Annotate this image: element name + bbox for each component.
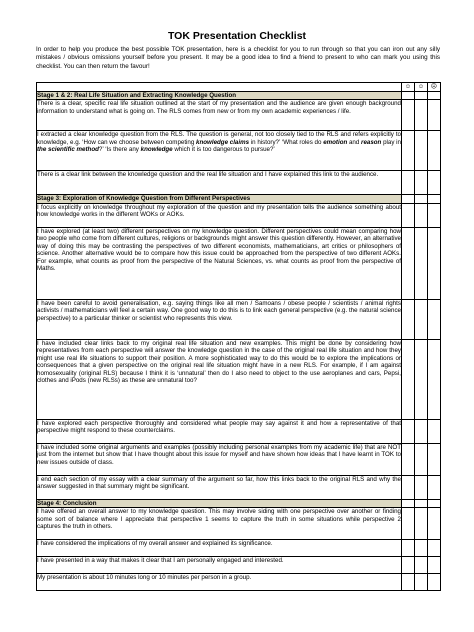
rating-box[interactable] bbox=[415, 508, 428, 540]
section-heading-stage-1-2: Stage 1 & 2: Real Life Situation and Extracting Knowledge Question bbox=[37, 91, 402, 100]
rating-box[interactable] bbox=[428, 475, 441, 499]
rating-box[interactable] bbox=[428, 203, 441, 227]
neutral-face-icon: ☺ bbox=[415, 83, 428, 92]
checklist-item: I end each section of my essay with a clear summary of the argument so far, how this links back to the original RLS and why the answer suggested in that summary might be significant. bbox=[37, 475, 402, 499]
checklist-item: I have presented in a way that makes it clear that I am personally engaged and interested. bbox=[37, 557, 402, 574]
rating-box[interactable] bbox=[428, 574, 441, 591]
rating-box[interactable] bbox=[415, 100, 428, 131]
rating-box[interactable] bbox=[402, 227, 415, 299]
rating-box[interactable] bbox=[402, 131, 415, 171]
rating-box[interactable] bbox=[428, 419, 441, 443]
rating-box[interactable] bbox=[428, 299, 441, 339]
checklist-row bbox=[37, 574, 441, 591]
checklist-row bbox=[37, 475, 441, 499]
checklist-item bbox=[37, 131, 402, 171]
checklist-item: There is a clear, specific real life situation outlined at the start of my presentation and the audience are given enough background information to understand what is going on. The RLS comes from new or from my own academic experiences / life. bbox=[37, 100, 402, 131]
checklist-row bbox=[37, 100, 441, 131]
rating-box[interactable] bbox=[415, 339, 428, 419]
rating-box[interactable] bbox=[402, 203, 415, 227]
rating-box[interactable] bbox=[415, 557, 428, 574]
rating-box[interactable] bbox=[402, 540, 415, 557]
header-row bbox=[37, 83, 441, 92]
section-box bbox=[428, 499, 441, 508]
checklist-item: I have been careful to avoid generalisation, e.g. saying things like all men / Samoans / obese people / scientists / animal rights activists / mathematicians will feel a certain way. One good way to do this is to link each general perspective (e.g. the natural science perspective) to a particular thinker or scientist who represents this view. bbox=[37, 299, 402, 339]
checklist-item: I have explored (at least two) different perspectives on my knowledge question. Different perspectives could mean comparing how two people who come from different cultures, religions or backgrounds might answer this question differently. However, an alternative way of doing this may be contrasting the perspectives of two different economists, mathematicians, art critics or philosophers of science. Another alternative would be to compare how this issue could be approached from the perspective of two different AOKs. For example, what counts as proof from the perspective of the Natural Sciences, vs. what counts as proof from the perspective of Maths. bbox=[37, 227, 402, 299]
checklist-item: There is a clear link between the knowledge question and the real life situation and I have explained this link to the audience. bbox=[37, 171, 402, 195]
section-box bbox=[428, 91, 441, 100]
checklist-row bbox=[37, 443, 441, 475]
rating-box[interactable] bbox=[428, 508, 441, 540]
item-text-part: ?’ ‘Is there any bbox=[98, 146, 141, 153]
checklist-item: My presentation is about 10 minutes long or 10 minutes per person in a group. bbox=[37, 574, 402, 591]
happy-face-icon: ☺ bbox=[402, 83, 415, 92]
section-heading-row bbox=[37, 195, 441, 204]
item-emphasis: the scientific method bbox=[37, 146, 99, 153]
rating-box[interactable] bbox=[428, 540, 441, 557]
rating-box[interactable] bbox=[415, 227, 428, 299]
checklist-row bbox=[37, 419, 441, 443]
section-box bbox=[402, 195, 415, 204]
checklist-item: I have included some original arguments and examples (possibly including personal examples from my academic life) that are NOT just from the internet but show that I have thought about this issue for myself and have shown how ideas that I have learnt in TOK to new issues outside of class. bbox=[37, 443, 402, 475]
section-box bbox=[402, 91, 415, 100]
checklist-table bbox=[36, 82, 441, 591]
section-box bbox=[402, 499, 415, 508]
rating-box[interactable] bbox=[415, 419, 428, 443]
item-text-part: play in bbox=[381, 138, 401, 146]
section-box bbox=[415, 195, 428, 204]
rating-box[interactable] bbox=[428, 227, 441, 299]
checklist-row bbox=[37, 508, 441, 540]
rating-box[interactable] bbox=[402, 508, 415, 540]
rating-box[interactable] bbox=[402, 574, 415, 591]
rating-box[interactable] bbox=[415, 540, 428, 557]
rating-box[interactable] bbox=[402, 475, 415, 499]
rating-box[interactable] bbox=[428, 557, 441, 574]
checklist-row bbox=[37, 299, 441, 339]
section-box bbox=[415, 499, 428, 508]
section-heading-row bbox=[37, 499, 441, 508]
checklist-row bbox=[37, 131, 441, 171]
rating-box[interactable] bbox=[415, 299, 428, 339]
section-heading-row bbox=[37, 91, 441, 100]
item-text-part: and bbox=[347, 138, 362, 146]
rating-box[interactable] bbox=[402, 557, 415, 574]
checklist-item: I have considered the implications of my overall answer and explained its significance. bbox=[37, 540, 402, 557]
section-box bbox=[428, 195, 441, 204]
sad-face-icon: ☹ bbox=[428, 83, 441, 92]
checklist-row bbox=[37, 557, 441, 574]
checklist-row bbox=[37, 540, 441, 557]
rating-box[interactable] bbox=[428, 100, 441, 131]
item-text-part: which it is too dangerous to pursue?’ bbox=[172, 146, 275, 153]
checklist-item: I have offered an overall answer to my knowledge question. This may involve siding with one perspective over another or finding some sort of balance where I appreciate that perspective 1 seems to capture the truth in some situations while perspective 2 captures the truth in others. bbox=[37, 508, 402, 540]
checklist-item: I focus explicitly on knowledge throughout my exploration of the question and my presentation tells the audience something about how knowledge works in the different WOKs or AOKs. bbox=[37, 203, 402, 227]
checklist-row bbox=[37, 203, 441, 227]
rating-box[interactable] bbox=[415, 131, 428, 171]
checklist-row bbox=[37, 227, 441, 299]
section-heading-stage-4: Stage 4: Conclusion bbox=[37, 499, 402, 508]
rating-box[interactable] bbox=[402, 419, 415, 443]
section-heading-stage-3: Stage 3: Exploration of Knowledge Question from Different Perspectives bbox=[37, 195, 402, 204]
rating-box[interactable] bbox=[415, 171, 428, 195]
section-box bbox=[415, 91, 428, 100]
page-title: TOK Presentation Checklist bbox=[167, 30, 307, 42]
rating-box[interactable] bbox=[415, 443, 428, 475]
header-blank-cell bbox=[37, 83, 402, 92]
rating-box[interactable] bbox=[415, 475, 428, 499]
rating-box[interactable] bbox=[402, 100, 415, 131]
rating-box[interactable] bbox=[402, 299, 415, 339]
intro-paragraph: In order to help you produce the best possible TOK presentation, here is a checklist for you to run through so that you can iron out any silly mistakes / obvious omissions yourself before you present. It may be a good idea to find a friend to present to who can mark you using this checklist. You can then return the favour! bbox=[36, 46, 440, 70]
rating-box[interactable] bbox=[428, 339, 441, 419]
rating-box[interactable] bbox=[428, 171, 441, 195]
checklist-item: I have explored each perspective thoroughly and considered what people may say against it and how a representative of that perspective might respond to these counterclaims. bbox=[37, 419, 402, 443]
item-emphasis: emotion bbox=[323, 138, 348, 146]
checklist-item: I have included clear links back to my original real life situation and new examples. This might be done by considering how representatives from each perspective will answer the knowledge question in the case of the original real life situation and how they might use real life situations to support their position. A more sophisticated way to do this would be to explore the implications or consequences that a given perspective on the original real life situation might have in a new RLS. For example, if I am against homosexuality (original RLS) because I think it is ‘unnatural’ then do I also need to object to the use aeroplanes and cars, Pepsi, clothes and iPods (new RLSs) as these are unnatural too? bbox=[37, 339, 402, 419]
rating-box[interactable] bbox=[402, 339, 415, 419]
rating-box[interactable] bbox=[415, 203, 428, 227]
rating-box[interactable] bbox=[402, 443, 415, 475]
checklist-row bbox=[37, 339, 441, 419]
rating-box[interactable] bbox=[402, 171, 415, 195]
item-emphasis: knowledge claims bbox=[196, 138, 250, 146]
item-text-part: in history?’ ‘What roles do bbox=[249, 138, 324, 146]
rating-box[interactable] bbox=[428, 443, 441, 475]
rating-box[interactable] bbox=[415, 574, 428, 591]
checklist-row bbox=[37, 171, 441, 195]
item-text-part: I extracted a clear knowledge question from the RLS. The question is general, not too closely tied to the RLS and refers explicitly to knowledge, e.g. ‘How can we choose between competing bbox=[37, 131, 401, 146]
item-emphasis: knowledge bbox=[140, 146, 173, 153]
item-emphasis: reason bbox=[361, 138, 382, 146]
rating-box[interactable] bbox=[428, 131, 441, 171]
